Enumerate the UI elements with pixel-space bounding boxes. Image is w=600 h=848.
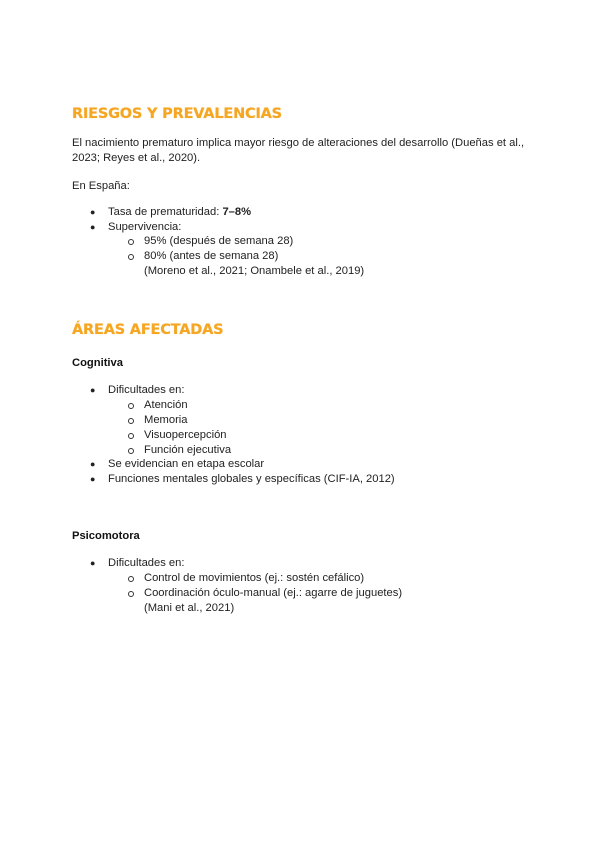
- subheading-psicomotora: Psicomotora: [72, 530, 140, 542]
- section-title-riesgos: RIESGOS Y PREVALENCIAS: [72, 106, 282, 122]
- bullet-icon: ●: [90, 385, 96, 395]
- list-item-movement-control: Control de movimientos (ej.: sostén cefálico): [144, 572, 365, 584]
- list-item-memory: Memoria: [144, 414, 188, 426]
- bullet-icon: ●: [90, 222, 96, 232]
- section-title-areas: ÁREAS AFECTADAS: [72, 322, 224, 338]
- circle-bullet-icon: [128, 433, 134, 439]
- list-item-coordination: Coordinación óculo-manual (ej.: agarre de juguetes): [144, 587, 403, 599]
- list-item-survival-2: [144, 249, 278, 264]
- circle-bullet-icon: [128, 403, 134, 409]
- circle-bullet-icon: [128, 239, 134, 245]
- citation-section1: (Moreno et al., 2021; Onambele et al., 2019): [144, 265, 365, 277]
- circle-bullet-icon: [128, 254, 134, 260]
- list-item-executive: Función ejecutiva: [144, 444, 232, 456]
- rate-value: 7–8%: [222, 206, 252, 218]
- bullet-icon: ●: [90, 474, 96, 484]
- list-item-difficulties-cognitive: Dificultades en:: [108, 384, 185, 396]
- list-item-attention: Atención: [144, 399, 188, 411]
- bullet-icon: ●: [90, 558, 96, 568]
- intro-line-2: 2023; Reyes et al., 2020).: [72, 152, 201, 164]
- survival-1-value: 95%: [144, 235, 167, 247]
- circle-bullet-icon: [128, 591, 134, 597]
- survival-2-value: 80%: [144, 250, 167, 262]
- rate-label: Tasa de prematuridad:: [108, 206, 223, 218]
- bullet-icon: ●: [90, 207, 96, 217]
- list-item-survival-1: [144, 234, 293, 249]
- subheading-cognitiva: Cognitiva: [72, 357, 123, 369]
- survival-1-text: (después de semana 28): [166, 235, 294, 247]
- list-item-difficulties-psychomotor: Dificultades en:: [108, 557, 185, 569]
- country-label: En España:: [72, 180, 130, 192]
- list-item-functions: Funciones mentales globales y específicas (CIF-IA, 2012): [108, 473, 395, 485]
- circle-bullet-icon: [128, 576, 134, 582]
- list-item-school: Se evidencian en etapa escolar: [108, 458, 265, 470]
- intro-line-1: El nacimiento prematuro implica mayor riesgo de alteraciones del desarrollo (Dueñas et al.,: [72, 137, 525, 149]
- list-item-visuoperception: Visuopercepción: [144, 429, 227, 441]
- circle-bullet-icon: [128, 418, 134, 424]
- citation-section2: (Mani et al., 2021): [144, 602, 235, 614]
- bullet-icon: ●: [90, 459, 96, 469]
- list-item-rate: [108, 205, 251, 220]
- circle-bullet-icon: [128, 448, 134, 454]
- survival-2-text: (antes de semana 28): [166, 250, 279, 262]
- list-item-survival: Supervivencia:: [108, 221, 182, 233]
